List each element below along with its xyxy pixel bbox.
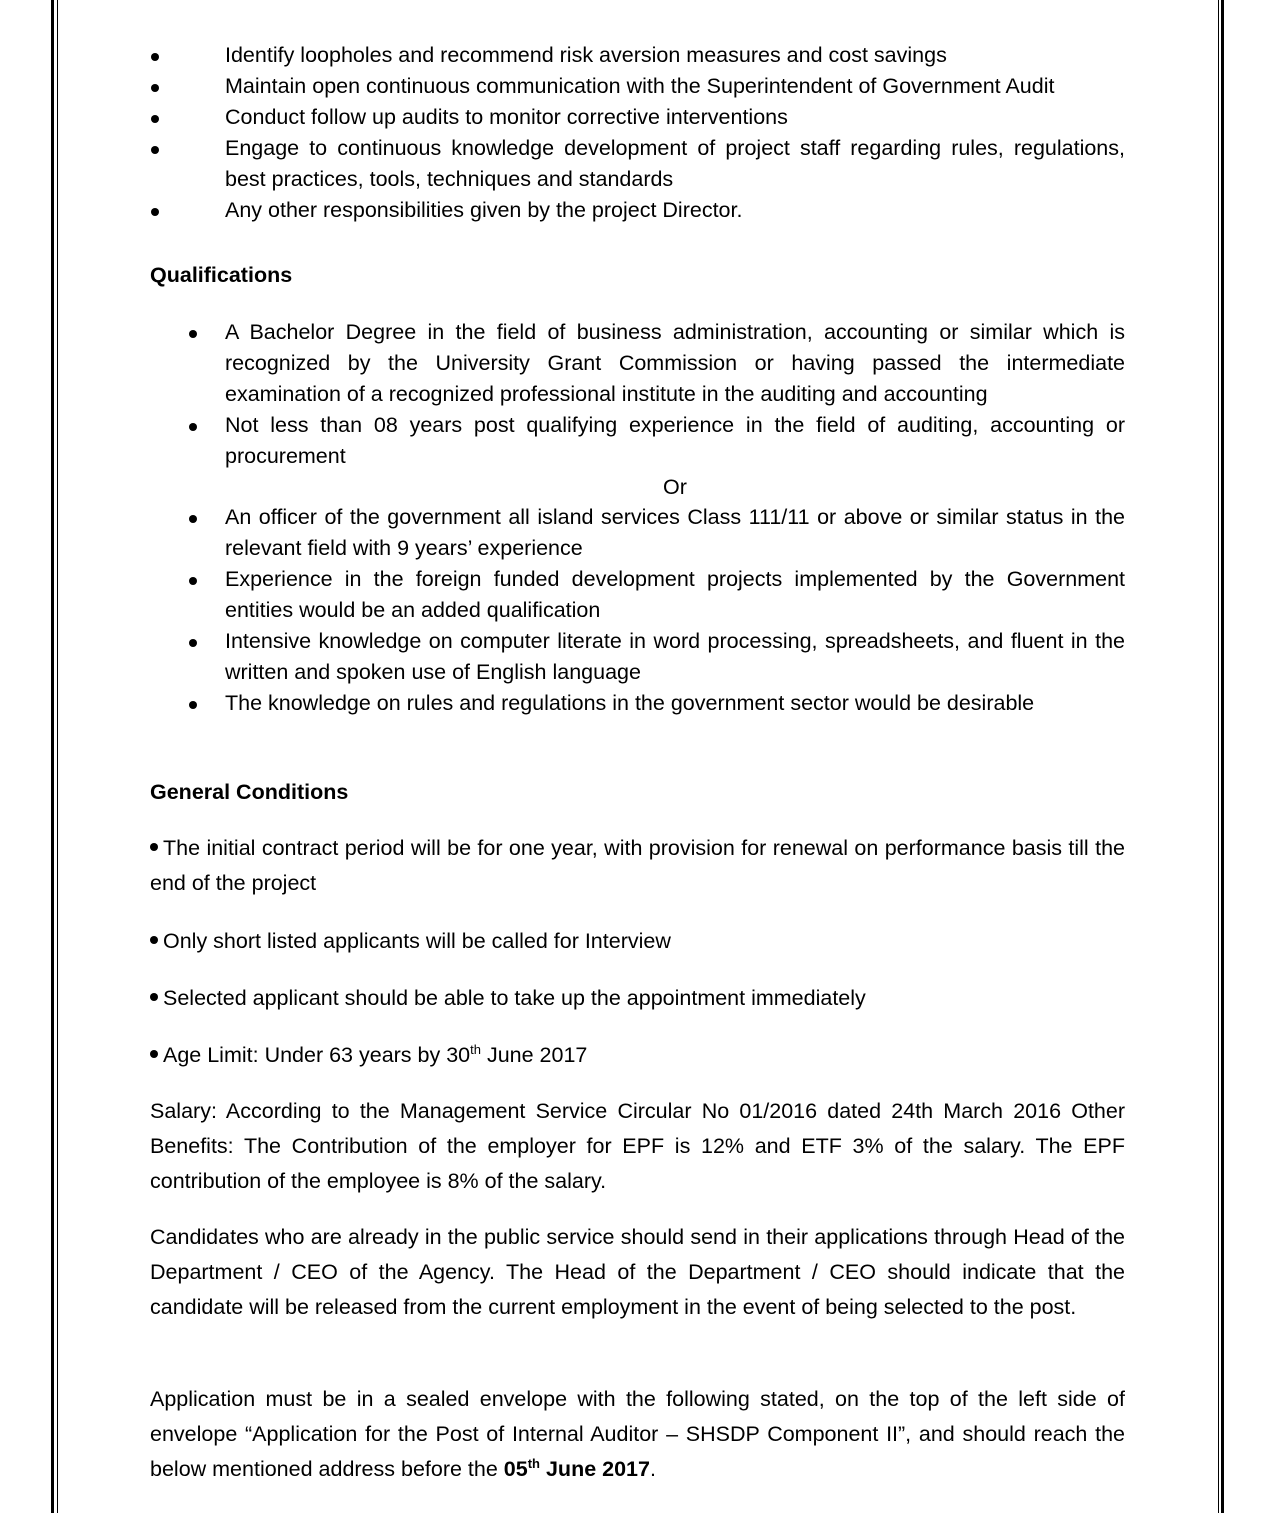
general-condition-item bbox=[150, 831, 1125, 901]
or-separator: Or bbox=[663, 475, 687, 499]
list-item bbox=[150, 40, 1125, 71]
bullet-icon bbox=[150, 993, 158, 1001]
list-item bbox=[150, 195, 1125, 226]
bullet-icon bbox=[151, 115, 159, 123]
list-item bbox=[150, 626, 1125, 688]
list-item-text: Identify loopholes and recommend risk aversion measures and cost savings bbox=[225, 43, 947, 67]
bullet-icon bbox=[151, 53, 159, 61]
list-item bbox=[150, 564, 1125, 626]
condition-text: Selected applicant should be able to take up the appointment immediately bbox=[163, 986, 866, 1010]
deadline-day: 05 bbox=[503, 1457, 528, 1481]
condition-text: Only short listed applicants will be called for Interview bbox=[163, 929, 671, 953]
list-item-text: A Bachelor Degree in the field of business administration, accounting or similar which is recognized by the University Grant Commission or having passed the intermediate examination of a recognized professional institute in the auditing and accounting bbox=[225, 320, 1125, 406]
bullet-icon bbox=[151, 208, 159, 216]
application-end: . bbox=[649, 1457, 656, 1481]
general-conditions-heading: General Conditions bbox=[150, 780, 349, 804]
condition-text: The initial contract period will be for one year, with provision for renewal on performance basis till the end of the project bbox=[150, 836, 1125, 895]
public-service-paragraph: Candidates who are already in the public service should send in their applications through Head of the Department / CEO of the Agency. The Head of the Department / CEO should indicate that the candidate will be released from the current employment in the event of being selected to the post. bbox=[150, 1225, 1125, 1319]
bullet-icon bbox=[189, 639, 197, 647]
age-limit-text: Age Limit: Under 63 years by 30 bbox=[163, 1043, 471, 1067]
application-text: Application must be in a sealed envelope with the following stated, on the top of the left side of envelope “Application for the Post of Internal Auditor – SHSDP Component II”, and should reach the below mentioned address before the bbox=[150, 1387, 1125, 1481]
list-item-text: Maintain open continuous communication with the Superintendent of Government Audit bbox=[225, 74, 1055, 98]
bullet-icon bbox=[189, 577, 197, 585]
list-item-text: Conduct follow up audits to monitor corrective interventions bbox=[225, 105, 788, 129]
bullet-icon bbox=[189, 515, 197, 523]
list-item-text: Engage to continuous knowledge development of project staff regarding rules, regulations, best practices, tools, techniques and standards bbox=[225, 136, 1125, 191]
list-item bbox=[150, 502, 1125, 564]
list-item-text: Any other responsibilities given by the project Director. bbox=[225, 198, 743, 222]
application-paragraph bbox=[150, 1382, 1125, 1487]
bullet-icon bbox=[189, 423, 197, 431]
page-border-left-inner bbox=[57, 0, 58, 1513]
general-condition-item bbox=[150, 924, 1125, 959]
page-border-right-inner bbox=[1218, 0, 1219, 1513]
bullet-icon bbox=[150, 843, 158, 851]
list-item bbox=[150, 102, 1125, 133]
list-item-text: Intensive knowledge on computer literate in word processing, spreadsheets, and fluent in the written and spoken use of English language bbox=[225, 629, 1125, 684]
bullet-icon bbox=[150, 1050, 158, 1058]
salary-paragraph: Salary: According to the Management Service Circular No 01/2016 dated 24th March 2016 Other Benefits: The Contribution of the employer for EPF is 12% and ETF 3% of the salary. The EPF contribution of the employee is 8% of the salary. bbox=[150, 1099, 1125, 1193]
bullet-icon bbox=[150, 936, 158, 944]
list-item-text: The knowledge on rules and regulations in the government sector would be desirable bbox=[225, 691, 1035, 715]
list-item bbox=[150, 133, 1125, 195]
qualifications-heading: Qualifications bbox=[150, 263, 293, 287]
bullet-icon bbox=[189, 701, 197, 709]
bullet-icon bbox=[189, 330, 197, 338]
page-border-right-outer bbox=[1221, 0, 1224, 1513]
deadline-sup: th bbox=[527, 1455, 540, 1471]
deadline-date bbox=[504, 1457, 650, 1481]
list-item-text: An officer of the government all island services Class 111/11 or above or similar status in the relevant field with 9 years’ experience bbox=[225, 505, 1125, 560]
list-item bbox=[150, 410, 1125, 472]
bullet-icon bbox=[151, 84, 159, 92]
list-item bbox=[150, 71, 1125, 102]
list-item-text: Not less than 08 years post qualifying experience in the field of auditing, accounting or procurement bbox=[225, 413, 1125, 468]
qualifications-list bbox=[150, 317, 1125, 719]
age-limit-sup: th bbox=[470, 1041, 481, 1057]
age-limit-suffix: June 2017 bbox=[480, 1043, 588, 1067]
list-item bbox=[150, 688, 1125, 719]
deadline-rest: June 2017 bbox=[540, 1457, 650, 1481]
list-item-text: Experience in the foreign funded development projects implemented by the Government entities would be an added qualification bbox=[225, 567, 1125, 622]
age-limit-item bbox=[150, 1038, 1125, 1073]
responsibilities-list bbox=[150, 40, 1125, 226]
list-item bbox=[150, 317, 1125, 410]
page-border-left-outer bbox=[51, 0, 54, 1513]
general-condition-item bbox=[150, 981, 1125, 1016]
bullet-icon bbox=[151, 146, 159, 154]
